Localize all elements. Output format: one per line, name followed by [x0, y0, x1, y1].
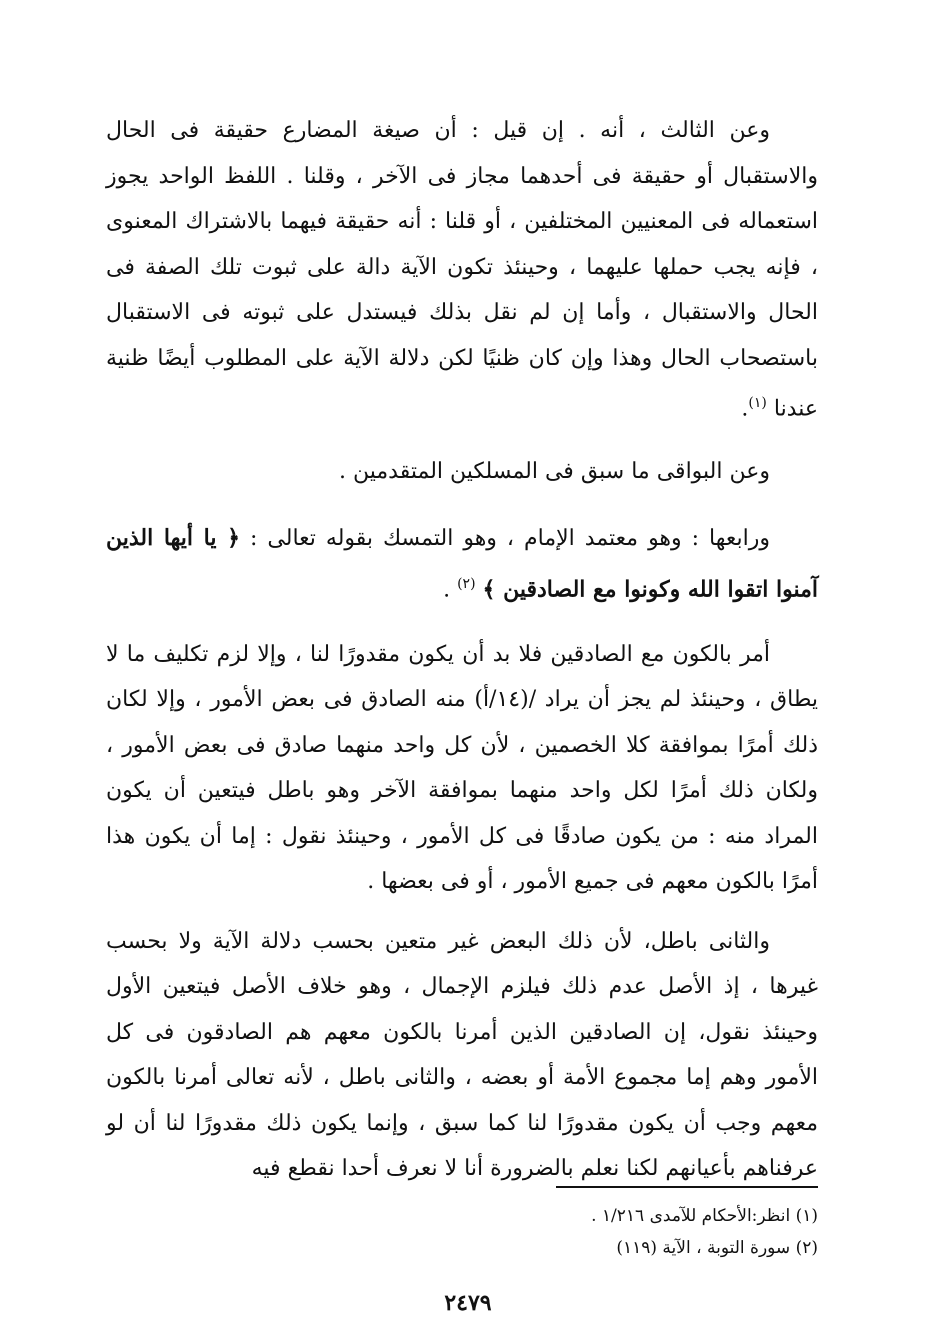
footnote-ref-2: (٢)	[457, 575, 476, 592]
page-body	[106, 108, 818, 1192]
quran-verse: ﴿ يا أيها الذين آمنوا اتقوا الله وكونوا مع الصادقين ﴾	[106, 525, 818, 603]
paragraph-3: ورابعها : وهو معتمد الإمام ، وهو التمسك بقوله تعالى : ﴿ يا أيها الذين آمنوا اتقوا الله وكونوا مع الصادقين ﴾ $^{(٢)}$ .	[106, 525, 818, 603]
paragraph-4-text: أمر بالكون مع الصادقين فلا بد أن يكون مقدورًا لنا ، وإلا لزم تكليف ما لا يطاق ، وحينئذ لم يجز أن يراد /(١٤/أ) منه الصادق فى بعض الأمور ، وإلا لكان ذلك أمرًا بموافقة كلا الخصمين ، لأن كل واحد منهما صادق فى بعض الأمور ، ولكان ذلك أمرًا لكل واحد منهما بموافقة الآخر وهو باطل فيتعين أن يكون المراد منه : من يكون صادقًا فى كل الأمور ، وحينئذ نقول : إما أن يكون هذا أمرًا بالكون معهم فى جميع الأمور ، أو فى بعضها .	[106, 641, 818, 895]
paragraph-1: وعن الثالث ، أنه . إن قيل : أن صيغة المضارع حقيقة فى الحال والاستقبال أو حقيقة فى أحدهما مجاز فى الآخر ، وقلنا . اللفظ الواحد يجوز استعماله فى المعنيين المختلفين ، أو قلنا : أنه حقيقة فيهما بالاشتراك المعنوى ، فإنه يجب حملها عليهما ، وحينئذ تكون الآية دالة على ثبوت تلك الصفة فى الحال والاستقبال ، وأما إن لم نقل بذلك فيستدل على ثبوته فى الاستقبال باستصحاب الحال وهذا وإن كان ظنيًا لكن دلالة الآية على المطلوب أيضًا ظنية عندنا $^{(١)}$.	[106, 118, 818, 422]
paragraph-4	[106, 632, 818, 905]
page-number: ٢٤٧٩	[444, 1290, 492, 1316]
footnote-divider	[556, 1186, 818, 1188]
paragraph-2	[106, 449, 818, 495]
footnote-ref-1: (١)	[748, 395, 767, 411]
paragraph-5-text: والثانى باطل، لأن ذلك البعض غير متعين بحسب دلالة الآية ولا بحسب غيرها ، إذ الأصل عدم ذلك فيلزم الإجمال ، وهو خلاف الأصل فيتعين الأول وحينئذ نقول، إن الصادقين الذين أمرنا بالكون معهم هم الصادقون فى كل الأمور وهم إما مجموع الأمة أو بعضه ، والثانى باطل ، لأنه تعالى أمرنا بالكون معهم وجب أن يكون مقدورًا لنا كما سبق ، وإنما يكون ذلك مقدورًا لنا أن لو عرفناهم بأعيانهم لكنا نعلم بالضرورة أنا لا نعرف أحدا نقطع فيه	[106, 928, 818, 1182]
paragraph-5	[106, 919, 818, 1192]
paragraph-2-text: وعن البواقى ما سبق فى المسلكين المتقدمين .	[339, 458, 770, 484]
footnote-1: (١) انظر:الأحكام للآمدى ١/٢١٦ .	[591, 1206, 818, 1226]
paragraph-1-text: وعن الثالث ، أنه . إن قيل : أن صيغة المضارع حقيقة فى الحال والاستقبال أو حقيقة فى أحدهما مجاز فى الآخر ، وقلنا . اللفظ الواحد يجوز استعماله فى المعنيين المختلفين ، أو قلنا : أنه حقيقة فيهما بالاشتراك المعنوى ، فإنه يجب حملها عليهما ، وحينئذ تكون الآية دالة على ثبوت تلك الصفة فى الحال والاستقبال ، وأما إن لم نقل بذلك فيستدل على ثبوته فى الاستقبال باستصحاب الحال وهذا وإن كان ظنيًا لكن دلالة الآية على المطلوب أيضًا ظنية عندنا	[106, 118, 818, 422]
paragraph-3-text: ورابعها : وهو معتمد الإمام ، وهو التمسك بقوله تعالى :	[250, 526, 770, 552]
footnotes	[118, 1186, 818, 1264]
footnote-2: (٢) سورة التوبة ، الآية (١١٩)	[616, 1238, 818, 1258]
